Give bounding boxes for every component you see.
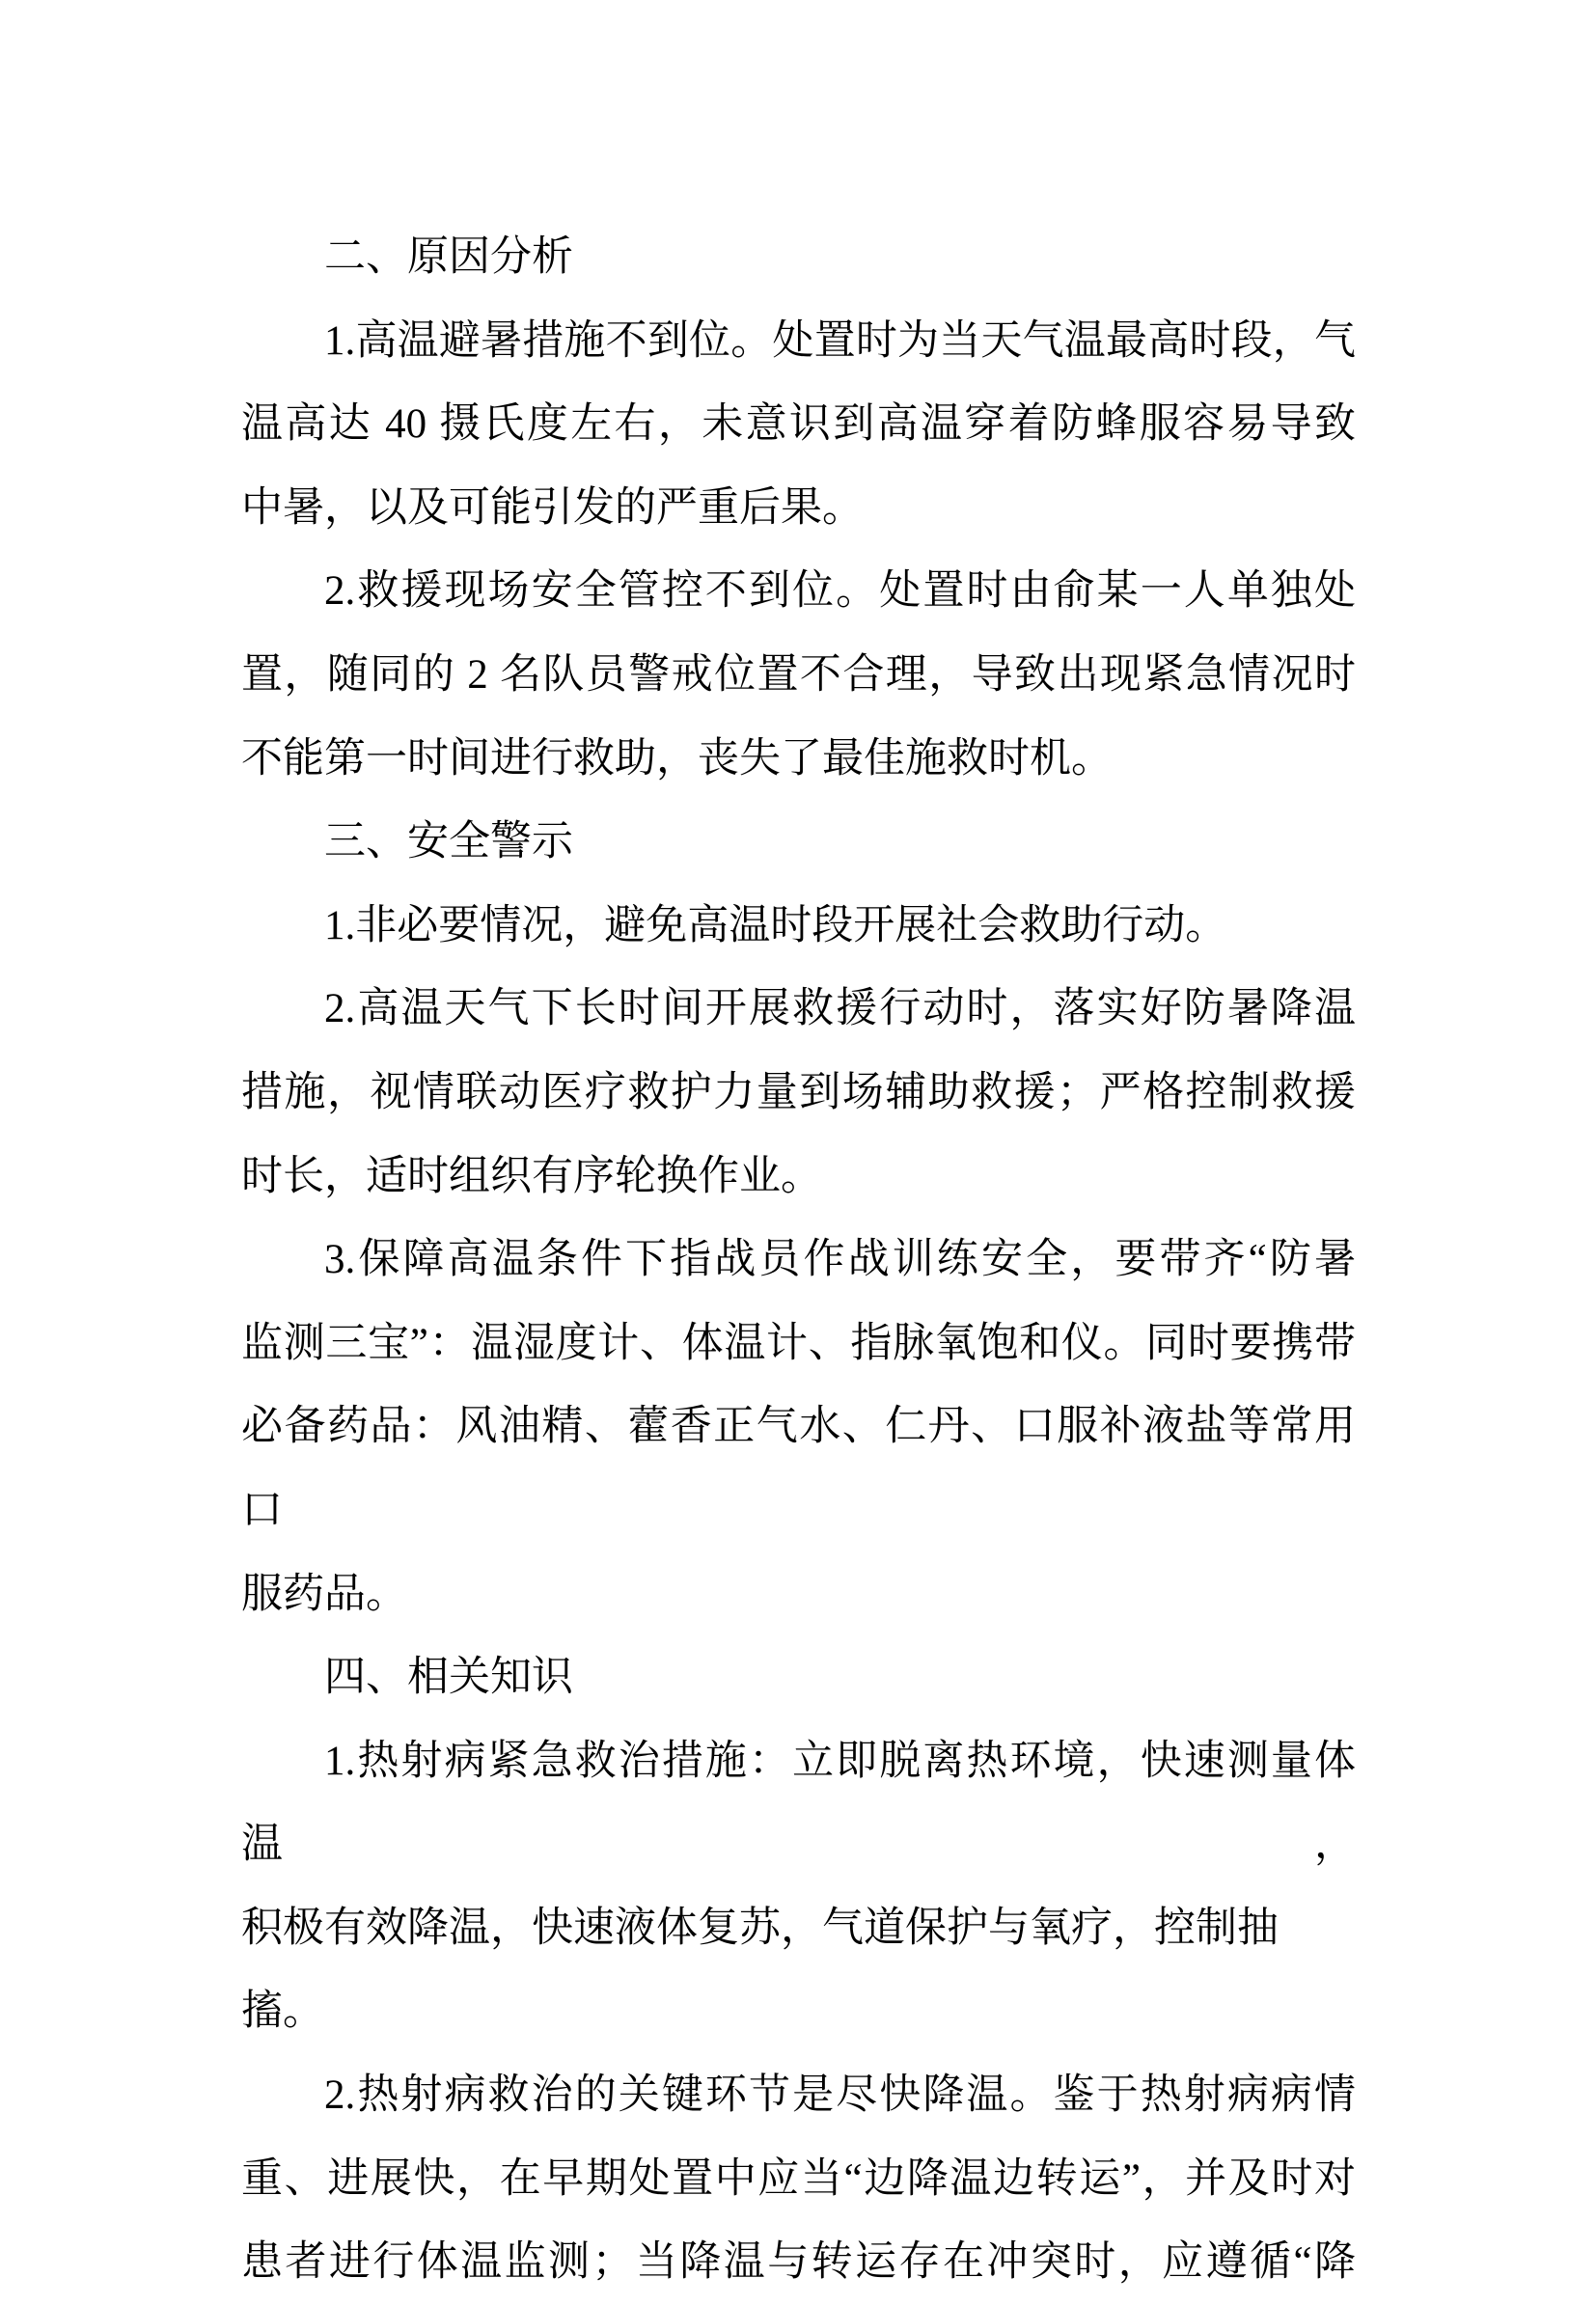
text-line: 1.热射病紧急救治措施：立即脱离热环境，快速测量体温， [241,1738,1356,1868]
text-line: 必备药品：风油精、藿香正气水、仁丹、口服补液盐等常用口 [241,1404,1356,1533]
text-line: 三、安全警示 [324,819,573,865]
section-heading [241,1636,1356,1720]
body-paragraph [241,550,1356,801]
text-line: 温高达 40 摄氏度左右，未意识到高温穿着防蜂服容易导致 [241,401,1356,448]
text-line: 中暑，以及可能引发的严重后果。 [241,484,864,531]
text-line: 监测三宝”：温湿度计、体温计、指脉氧饱和仪。同时要携带 [241,1320,1356,1366]
text-line: 四、相关知识 [324,1655,573,1701]
text-line: 置，随同的 2 名队员警戒位置不合理，导致出现紧急情况时 [241,651,1356,698]
text-line: 二、原因分析 [324,234,573,280]
text-line: 重、进展快，在早期处置中应当“边降温边转运”，并及时对 [241,2155,1356,2202]
text-line: 1.高温避暑措施不到位。处置时为当天气温最高时段，气 [324,317,1356,364]
body-paragraph [241,300,1356,551]
text-line: 1.非必要情况，避免高温时段开展社会救助行动。 [324,902,1227,948]
text-line: 2.高温天气下长时间开展救援行动时，落实好防暑降温 [324,986,1356,1032]
body-paragraph [241,2054,1356,2305]
text-line: 时长，适时组织有序轮换作业。 [241,1153,822,1199]
text-line: 2.救援现场安全管控不到位。处置时由俞某一人单独处 [324,568,1356,615]
text-line: 2.热射病救治的关键环节是尽快降温。鉴于热射病病情 [324,2072,1356,2119]
section-heading [241,801,1356,885]
body-paragraph [241,1720,1356,2054]
body-paragraph [241,1219,1356,1636]
text-line: 不能第一时间进行救助，丧失了最佳施救时机。 [241,735,1113,782]
text-line: 服药品。 [241,1571,407,1617]
text-line: 积极有效降温，快速液体复苏，气道保护与氧疗，控制抽搐。 [241,1905,1279,2035]
body-paragraph [241,968,1356,1219]
text-line: 措施，视情联动医疗救护力量到场辅助救援；严格控制救援 [241,1069,1356,1115]
text-line: 患者进行体温监测；当降温与转运存在冲突时，应遵循“降 [241,2239,1356,2286]
body-paragraph [241,885,1356,969]
section-heading [241,216,1356,300]
text-line: 3.保障高温条件下指战员作战训练安全，要带齐“防暑 [324,1237,1356,1283]
